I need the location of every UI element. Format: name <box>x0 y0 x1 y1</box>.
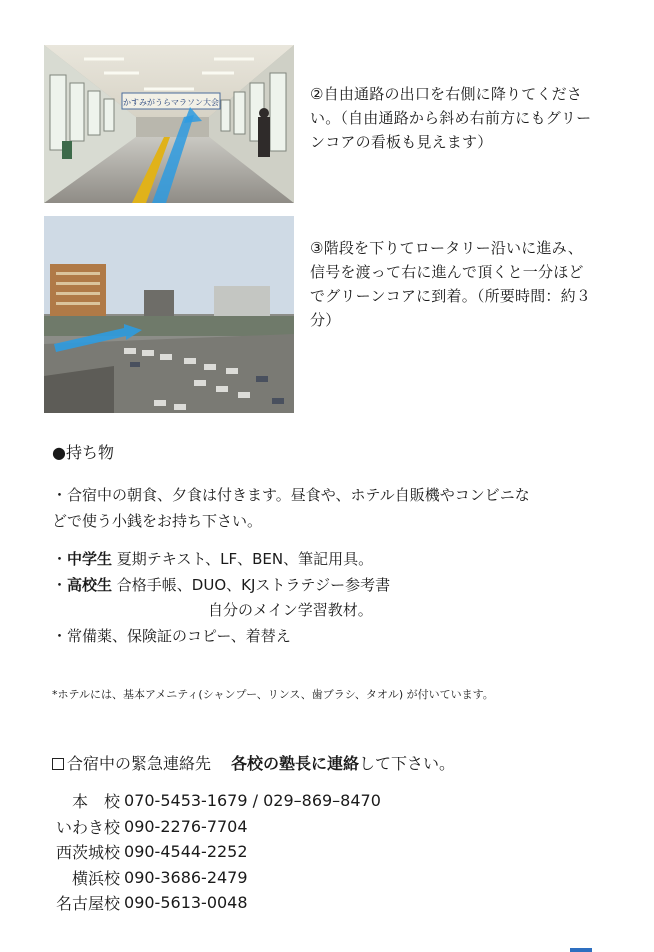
phone-number: 090-2276-7704 <box>124 816 248 836</box>
phone-number: 090-3686-2479 <box>124 867 248 887</box>
meals-note-line1: ・合宿中の朝食、夕食は付きます。昼食や、ホテル自販機やコンビニな <box>52 486 530 504</box>
contact-row <box>56 890 381 916</box>
emergency-instruction-rest: して下さい。 <box>359 754 456 773</box>
phone-number: 070-5453-1679 / 029–869–8470 <box>124 791 381 811</box>
middle-school-items: ・中学生 夏期テキスト、LF、BEN、筆記用具。 <box>52 550 374 568</box>
high-school-extra: 自分のメイン学習教材。 <box>208 601 373 619</box>
school-name: 横浜校 <box>72 868 121 888</box>
banner-text: かすみがうらマラソン大会 <box>123 98 219 107</box>
step-3-text: ③階段を下りてロータリー沿いに進み、信号を渡って右に進んで頂くと一分ほどでグリーンコアに到着。（所要時間：約３分） <box>310 239 592 329</box>
step-2-text: ②自由通路の出口を右側に降りてください。（自由通路から斜め右前方にもグリーンコアの看板も見えます） <box>310 85 592 151</box>
station-passage-photo <box>44 45 294 203</box>
phone-number: 090-4544-2252 <box>124 842 248 862</box>
emergency-label: 合宿中の緊急連絡先 <box>67 754 212 773</box>
contact-row <box>56 788 381 814</box>
rotary-photo <box>44 216 294 413</box>
emergency-heading <box>52 751 455 774</box>
phone-number: 090-5613-0048 <box>124 893 248 913</box>
school-name: いわき校 <box>56 817 121 837</box>
school-name: 名古屋校 <box>56 894 121 914</box>
middle-school-label: 中学生 <box>67 550 113 568</box>
amenity-note: *ホテルには、基本アメニティ(シャンプー、リンス、歯ブラシ、タオル) が付いています。 <box>52 688 494 701</box>
checkbox-icon <box>52 758 64 770</box>
contact-row <box>56 865 381 891</box>
contact-table <box>56 788 381 916</box>
school-name: 本 校 <box>72 792 121 812</box>
contact-row <box>56 839 381 865</box>
contact-row <box>56 814 381 840</box>
high-school-label: 高校生 <box>67 576 113 594</box>
meals-note-line2: どで使う小銭をお持ち下さい。 <box>52 512 263 530</box>
belongings-heading: ●持ち物 <box>52 443 114 462</box>
emergency-instruction-bold: 各校の塾長に連絡 <box>231 754 360 773</box>
general-items: ・常備薬、保険証のコピー、着替え <box>52 627 291 645</box>
page-edge-mark-icon <box>570 948 592 952</box>
school-name: 西茨城校 <box>56 843 121 863</box>
high-school-items: ・高校生 合格手帳、DUO、KJストラテジー参考書 <box>52 576 391 594</box>
